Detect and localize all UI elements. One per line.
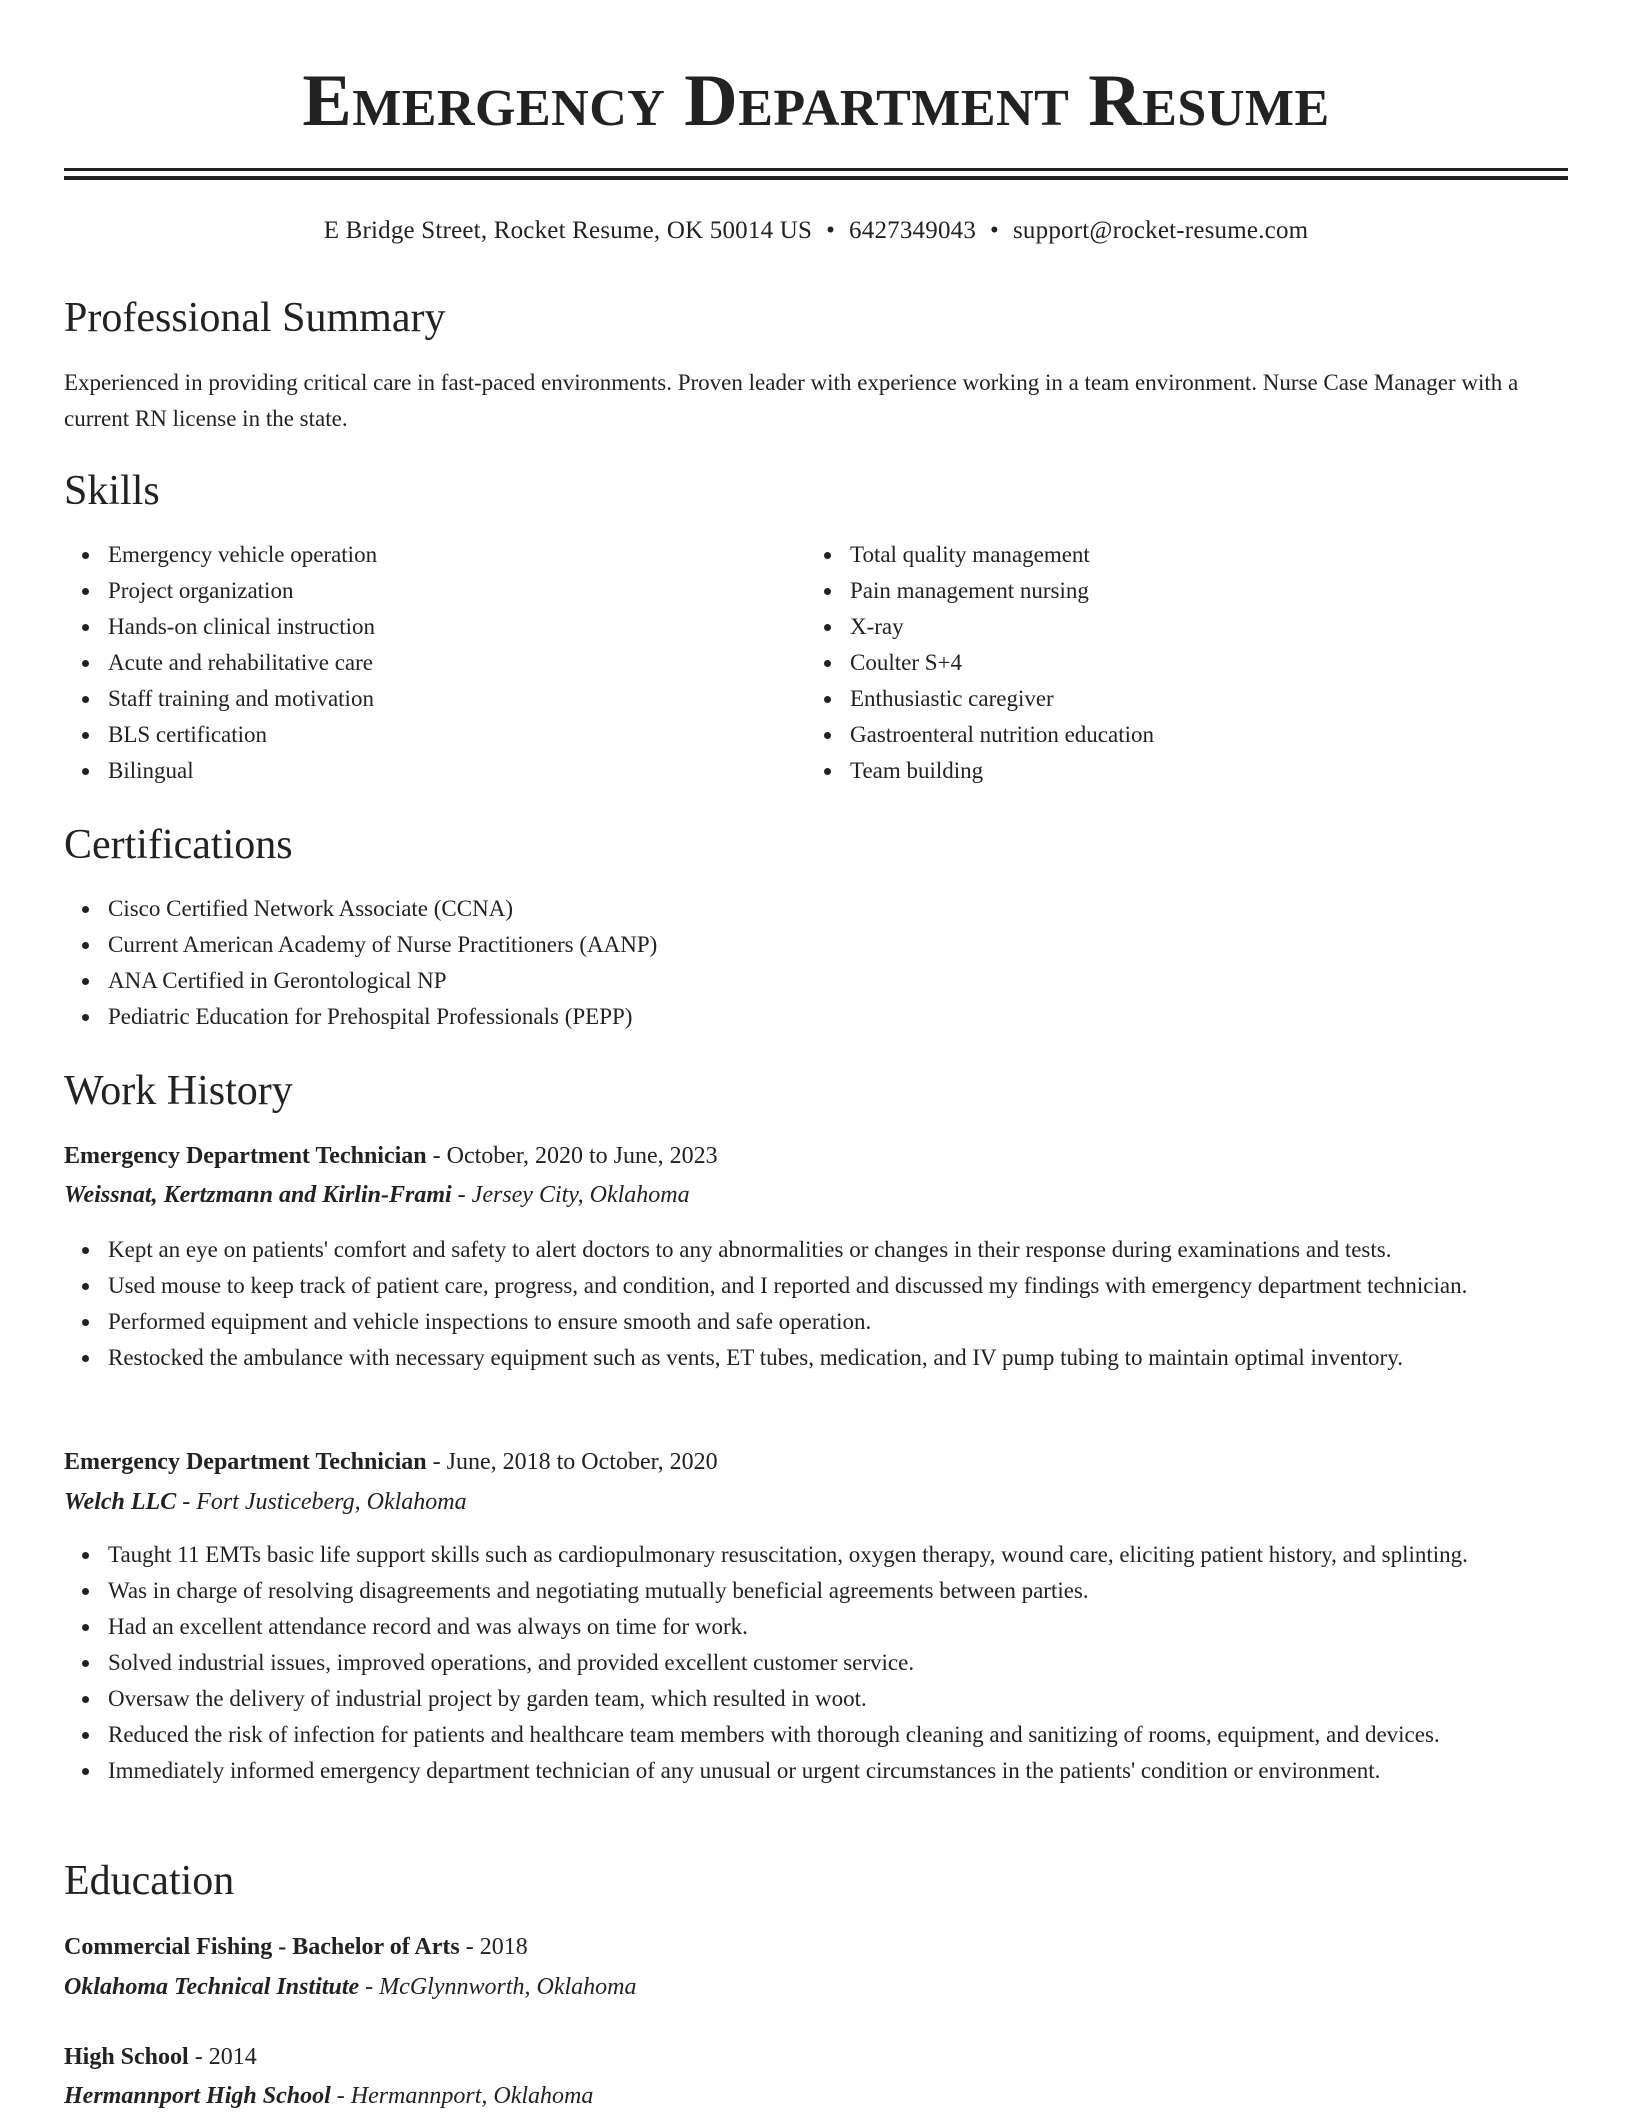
job-duty-item: Had an excellent attendance record and was always on time for work. (64, 1609, 1568, 1645)
skills-list-right (806, 537, 1546, 789)
skill-item: BLS certification (64, 717, 804, 753)
job-dates: June, 2018 to October, 2020 (446, 1449, 718, 1475)
contact-line (64, 214, 1568, 248)
resume-title: Emergency Department Resume (302, 60, 1330, 142)
certification-item: Pediatric Education for Prehospital Professionals (PEPP) (64, 999, 1568, 1035)
summary-heading: Professional Summary (64, 295, 446, 341)
skill-item: Total quality management (806, 537, 1546, 573)
job-employer: Welch LLC (64, 1489, 177, 1515)
job-title: Emergency Department Technician (64, 1143, 427, 1169)
work-history-heading: Work History (64, 1068, 293, 1114)
education-school: Hermannport High School (64, 2083, 331, 2109)
job-duties-list (64, 1232, 1568, 1376)
education-school: Oklahoma Technical Institute (64, 1974, 360, 2000)
job-duty-item: Used mouse to keep track of patient care, progress, and condition, and I reported and discussed my findings with emergency department technician. (64, 1268, 1568, 1304)
job-duty-item: Immediately informed emergency department technician of any unusual or urgent circumstances in the patients' condition or environment. (64, 1753, 1568, 1789)
title-rule-thin (64, 176, 1568, 180)
skill-item: Pain management nursing (806, 573, 1546, 609)
job-header: Emergency Department Technician - October, 2020 to June, 2023 (64, 1143, 718, 1169)
skill-item: Staff training and motivation (64, 681, 804, 717)
skill-item: Acute and rehabilitative care (64, 645, 804, 681)
education-degree: High School (64, 2044, 189, 2070)
education-school-line: Oklahoma Technical Institute - McGlynnworth, Oklahoma (64, 1974, 637, 2000)
contact-address: E Bridge Street, Rocket Resume, OK 50014 US (323, 217, 813, 244)
title-rule-thick (64, 168, 1568, 171)
contact-email: support@rocket-resume.com (1013, 217, 1309, 244)
certifications-list (64, 891, 1568, 1035)
skill-item: Gastroenteral nutrition education (806, 717, 1546, 753)
education-header: Commercial Fishing - Bachelor of Arts - 2018 (64, 1934, 528, 1960)
job-employer-line: Welch LLC - Fort Justiceberg, Oklahoma (64, 1489, 467, 1515)
contact-phone: 6427349043 (849, 217, 977, 244)
job-duty-item: Kept an eye on patients' comfort and safety to alert doctors to any abnormalities or changes in their response during examinations and tests. (64, 1232, 1568, 1268)
skills-heading: Skills (64, 468, 160, 514)
job-location: Fort Justiceberg, Oklahoma (196, 1489, 467, 1515)
skill-item: Project organization (64, 573, 804, 609)
job-duty-item: Oversaw the delivery of industrial project by garden team, which resulted in woot. (64, 1681, 1568, 1717)
job-header: Emergency Department Technician - June, 2018 to October, 2020 (64, 1449, 718, 1475)
certification-item: Current American Academy of Nurse Practitioners (AANP) (64, 927, 1568, 963)
education-location: Hermannport, Oklahoma (350, 2083, 594, 2109)
skill-item: Emergency vehicle operation (64, 537, 804, 573)
skill-item: Coulter S+4 (806, 645, 1546, 681)
education-degree: Commercial Fishing - Bachelor of Arts (64, 1934, 460, 1960)
skill-item: Team building (806, 753, 1546, 789)
skill-item: Bilingual (64, 753, 804, 789)
job-duties-list (64, 1537, 1568, 1789)
job-title: Emergency Department Technician (64, 1449, 427, 1475)
job-employer-line: Weissnat, Kertzmann and Kirlin-Frami - Jersey City, Oklahoma (64, 1182, 690, 1208)
certifications-heading: Certifications (64, 822, 293, 868)
education-location: McGlynnworth, Oklahoma (379, 1974, 637, 2000)
certification-item: ANA Certified in Gerontological NP (64, 963, 1568, 999)
summary-text: Experienced in providing critical care in fast-paced environments. Proven leader with experience working in a team environment. Nurse Case Manager with a current RN license in the state. (64, 370, 1519, 431)
education-school-line: Hermannport High School - Hermannport, Oklahoma (64, 2083, 594, 2109)
certification-item: Cisco Certified Network Associate (CCNA) (64, 891, 1568, 927)
contact-separator: • (826, 217, 836, 244)
skills-list-left (64, 537, 804, 789)
job-employer: Weissnat, Kertzmann and Kirlin-Frami (64, 1182, 452, 1208)
job-duty-item: Solved industrial issues, improved operations, and provided excellent customer service. (64, 1645, 1568, 1681)
job-dates: October, 2020 to June, 2023 (446, 1143, 718, 1169)
education-header: High School - 2014 (64, 2044, 257, 2070)
job-location: Jersey City, Oklahoma (471, 1182, 690, 1208)
education-year: 2014 (208, 2044, 257, 2070)
skill-item: X-ray (806, 609, 1546, 645)
skill-item: Enthusiastic caregiver (806, 681, 1546, 717)
job-duty-item: Reduced the risk of infection for patients and healthcare team members with thorough cleaning and sanitizing of rooms, equipment, and devices. (64, 1717, 1568, 1753)
education-heading: Education (64, 1858, 235, 1904)
job-duty-item: Restocked the ambulance with necessary equipment such as vents, ET tubes, medication, and IV pump tubing to maintain optimal inventory. (64, 1340, 1568, 1376)
education-year: 2018 (479, 1934, 528, 1960)
job-duty-item: Taught 11 EMTs basic life support skills such as cardiopulmonary resuscitation, oxygen therapy, wound care, eliciting patient history, and splinting. (64, 1537, 1568, 1573)
resume-page (64, 0, 1568, 2109)
contact-separator: • (990, 217, 999, 244)
skill-item: Hands-on clinical instruction (64, 609, 804, 645)
job-duty-item: Was in charge of resolving disagreements and negotiating mutually beneficial agreements between parties. (64, 1573, 1568, 1609)
job-duty-item: Performed equipment and vehicle inspections to ensure smooth and safe operation. (64, 1304, 1568, 1340)
